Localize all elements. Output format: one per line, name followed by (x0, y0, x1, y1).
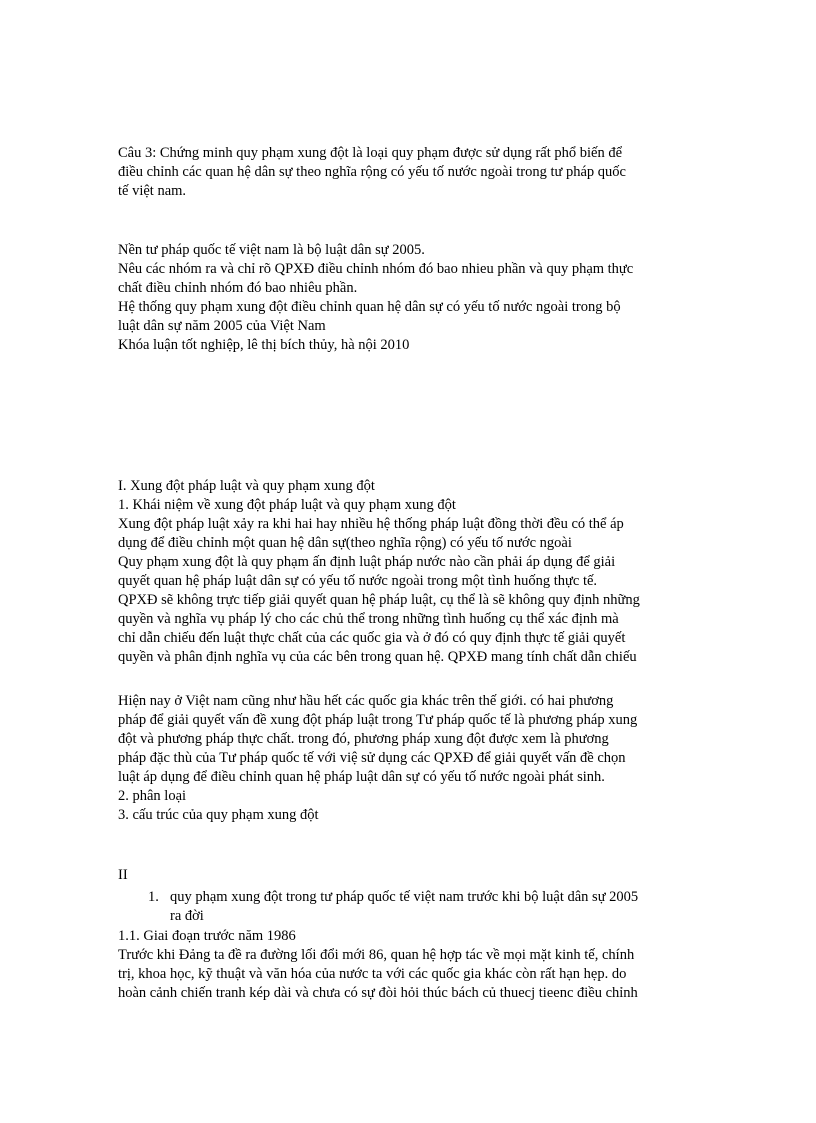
subsection-heading: 1.1. Giai đoạn trước năm 1986 (118, 928, 296, 944)
text-line: Hiện nay ở Việt nam cũng như hầu hết các quốc gia khác trên thế giới. có hai phương (118, 693, 614, 709)
text-line: quyết quan hệ pháp luật dân sự có yếu tố nước ngoài trong một tình huống thực tế. (118, 573, 598, 589)
text-line: tế việt nam. (118, 183, 187, 199)
text-line: điều chỉnh các quan hệ dân sự theo nghĩa rộng có yếu tố nước ngoài trong tư pháp quốc (118, 164, 626, 180)
subsection-heading: 3. cấu trúc của quy phạm xung đột (118, 807, 319, 823)
list-item-text: ra đời (170, 908, 204, 924)
subsection-heading: 2. phân loại (118, 788, 187, 804)
text-line: Hệ thống quy phạm xung đột điều chỉnh quan hệ dân sự có yếu tố nước ngoài trong bộ (118, 299, 621, 315)
text-line: Nền tư pháp quốc tế việt nam là bộ luật dân sự 2005. (118, 242, 425, 258)
text-line: Quy phạm xung đột là quy phạm ấn định luật pháp nước nào cần phải áp dụng để giải (118, 554, 616, 570)
list-number: 1. (148, 889, 159, 905)
text-line: pháp để giải quyết vấn đề xung đột pháp luật trong Tư pháp quốc tế là phương pháp xung (118, 712, 638, 728)
notes-paragraph (118, 241, 698, 355)
list-item-text: quy phạm xung đột trong tư pháp quốc tế việt nam trước khi bộ luật dân sự 2005 (170, 889, 639, 905)
section-heading: I. Xung đột pháp luật và quy phạm xung đột (118, 478, 375, 494)
text-line: chỉ dẫn chiếu đến luật thực chất của các quốc gia và ở đó có quy định thực tế giải quyết (118, 630, 626, 646)
text-line: quyền và phân định nghĩa vụ của các bên trong quan hệ. QPXĐ mang tính chất dẫn chiếu (118, 649, 637, 665)
text-line: dụng để điều chỉnh một quan hệ dân sự(theo nghĩa rộng) có yếu tố nước ngoài (118, 535, 572, 551)
text-line: trị, khoa học, kỹ thuật và văn hóa của nước ta với các quốc gia khác còn rất hạn hẹp. do (118, 966, 627, 982)
section-1-continued (118, 692, 698, 825)
text-line: luật áp dụng để điều chỉnh quan hệ pháp luật dân sự có yếu tố nước ngoài phát sinh. (118, 769, 605, 785)
text-line: Câu 3: Chứng minh quy phạm xung đột là loại quy phạm được sử dụng rất phổ biến để (118, 145, 623, 161)
section-2-heading (118, 866, 698, 885)
text-line: quyền và nghĩa vụ pháp lý cho các chủ thể trong những tình huống cụ thể xác định mà (118, 611, 619, 627)
text-line: chất điều chỉnh nhóm đó bao nhiêu phần. (118, 280, 358, 296)
text-line: Nêu các nhóm ra và chỉ rõ QPXĐ điều chỉnh nhóm đó bao nhieu phần và quy phạm thực (118, 261, 634, 277)
text-line: Trước khi Đảng ta đề ra đường lối đổi mới 86, quan hệ hợp tác về mọi mặt kinh tế, chính (118, 947, 635, 963)
text-line: hoàn cảnh chiến tranh kép dài và chưa có sự đòi hỏi thúc bách củ thuecj tieenc điều chỉnh (118, 985, 638, 1001)
text-line: đột và phương pháp thực chất. trong đó, phương pháp xung đột được xem là phương (118, 731, 609, 747)
subsection-heading: 1. Khái niệm về xung đột pháp luật và quy phạm xung đột (118, 497, 456, 513)
text-line: luật dân sự năm 2005 của Việt Nam (118, 318, 326, 334)
text-line: pháp đặc thù của Tư pháp quốc tế với việ sử dụng các QPXĐ để giải quyết vấn đề chọn (118, 750, 626, 766)
text-line: QPXĐ sẽ không trực tiếp giải quyết quan hệ pháp luật, cụ thể là sẽ không quy định những (118, 592, 640, 608)
text-line: Khóa luận tốt nghiệp, lê thị bích thủy, hà nội 2010 (118, 337, 410, 353)
section-2-body (118, 927, 698, 1003)
question-paragraph (118, 144, 698, 201)
text-line: Xung đột pháp luật xảy ra khi hai hay nhiều hệ thống pháp luật đồng thời đều có thể áp (118, 516, 624, 532)
section-1 (118, 477, 698, 667)
section-heading: II (118, 867, 128, 883)
